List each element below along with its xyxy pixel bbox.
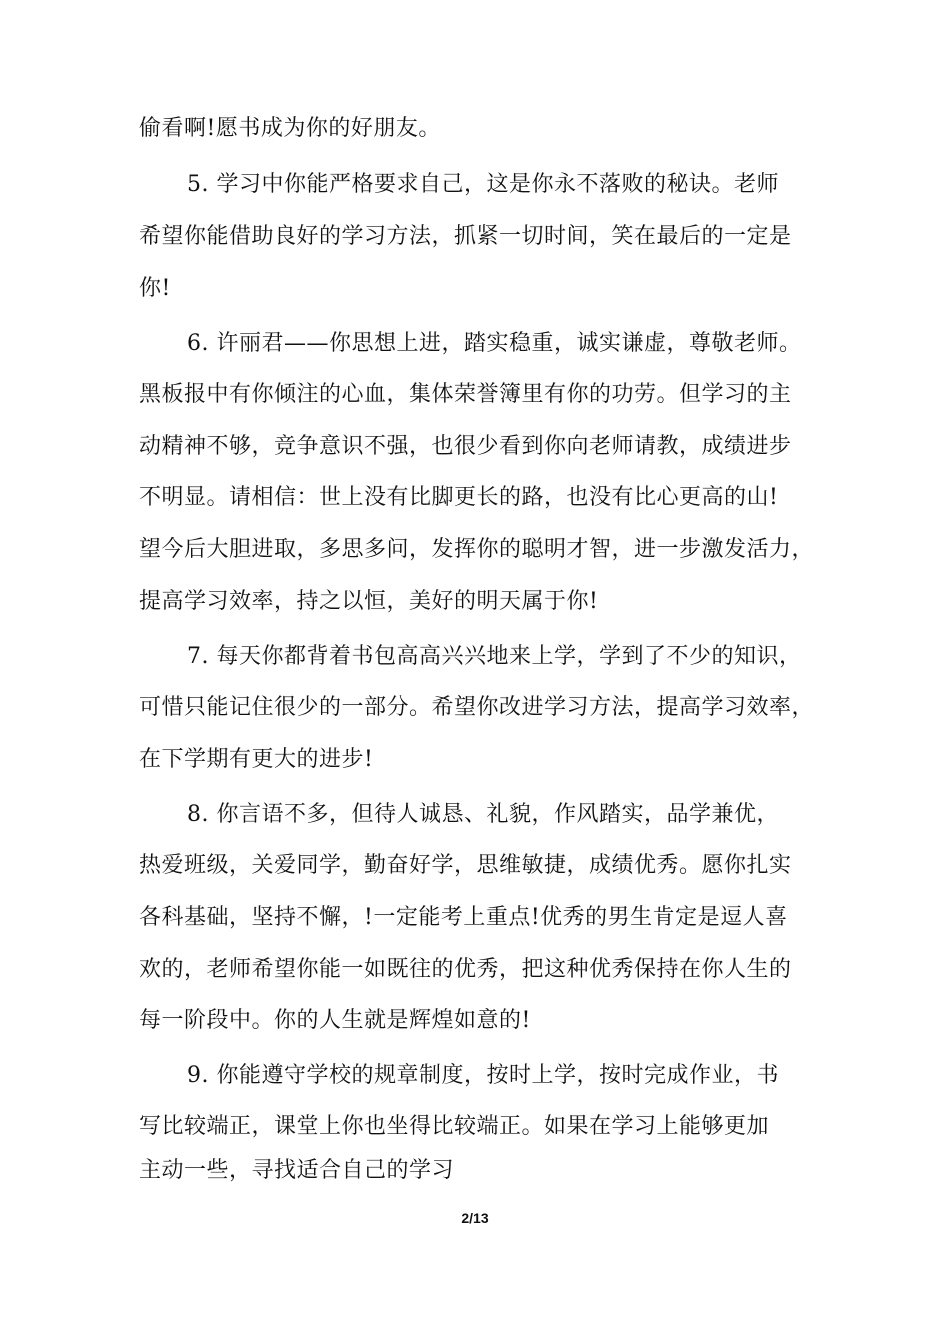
page-number: 2/13 [461, 1210, 489, 1226]
paragraph-6-line: 6. 许丽君——你思想上进，踏实稳重，诚实谦虚，尊敬老师。 [187, 331, 802, 356]
text-line: 偷看啊!愿书成为你的好朋友。 [139, 116, 441, 141]
text-line: 希望你能借助良好的学习方法，抓紧一切时间，笑在最后的一定是 [139, 224, 792, 249]
text-line: 欢的，老师希望你能一如既往的优秀，把这种优秀保持在你人生的 [139, 957, 792, 982]
text-line: 主动一些，寻找适合自己的学习 [139, 1158, 455, 1183]
text-line: 提高学习效率，持之以恒，美好的明天属于你! [139, 589, 599, 614]
text-line: 可惜只能记住很少的一部分。希望你改进学习方法，提高学习效率， [139, 695, 815, 720]
text-line: 你! [139, 276, 171, 301]
text-line: 望今后大胆进取，多思多问，发挥你的聪明才智，进一步激发活力， [139, 537, 815, 562]
paragraph-7-line: 7. 每天你都背着书包高高兴兴地来上学，学到了不少的知识， [187, 644, 802, 669]
paragraph-5-line: 5. 学习中你能严格要求自己，这是你永不落败的秘诀。老师 [187, 172, 779, 197]
text-line: 写比较端正，课堂上你也坐得比较端正。如果在学习上能够更加 [139, 1114, 770, 1139]
paragraph-8-line: 8. 你言语不多，但待人诚恳、礼貌，作风踏实，品学兼优， [187, 802, 779, 827]
text-line: 各科基础，坚持不懈，!一定能考上重点!优秀的男生肯定是逗人喜 [139, 905, 788, 930]
text-line: 动精神不够，竞争意识不强，也很少看到你向老师请教，成绩进步 [139, 434, 792, 459]
paragraph-9-line: 9. 你能遵守学校的规章制度，按时上学，按时完成作业，书 [187, 1063, 779, 1088]
text-line: 不明显。请相信：世上没有比脚更长的路，也没有比心更高的山! [139, 485, 779, 510]
text-line: 黑板报中有你倾注的心血，集体荣誉簿里有你的功劳。但学习的主 [139, 382, 792, 407]
text-line: 在下学期有更大的进步! [139, 747, 374, 772]
text-line: 每一阶段中。你的人生就是辉煌如意的! [139, 1008, 531, 1033]
text-line: 热爱班级，关爱同学，勤奋好学，思维敏捷，成绩优秀。愿你扎实 [139, 853, 792, 878]
